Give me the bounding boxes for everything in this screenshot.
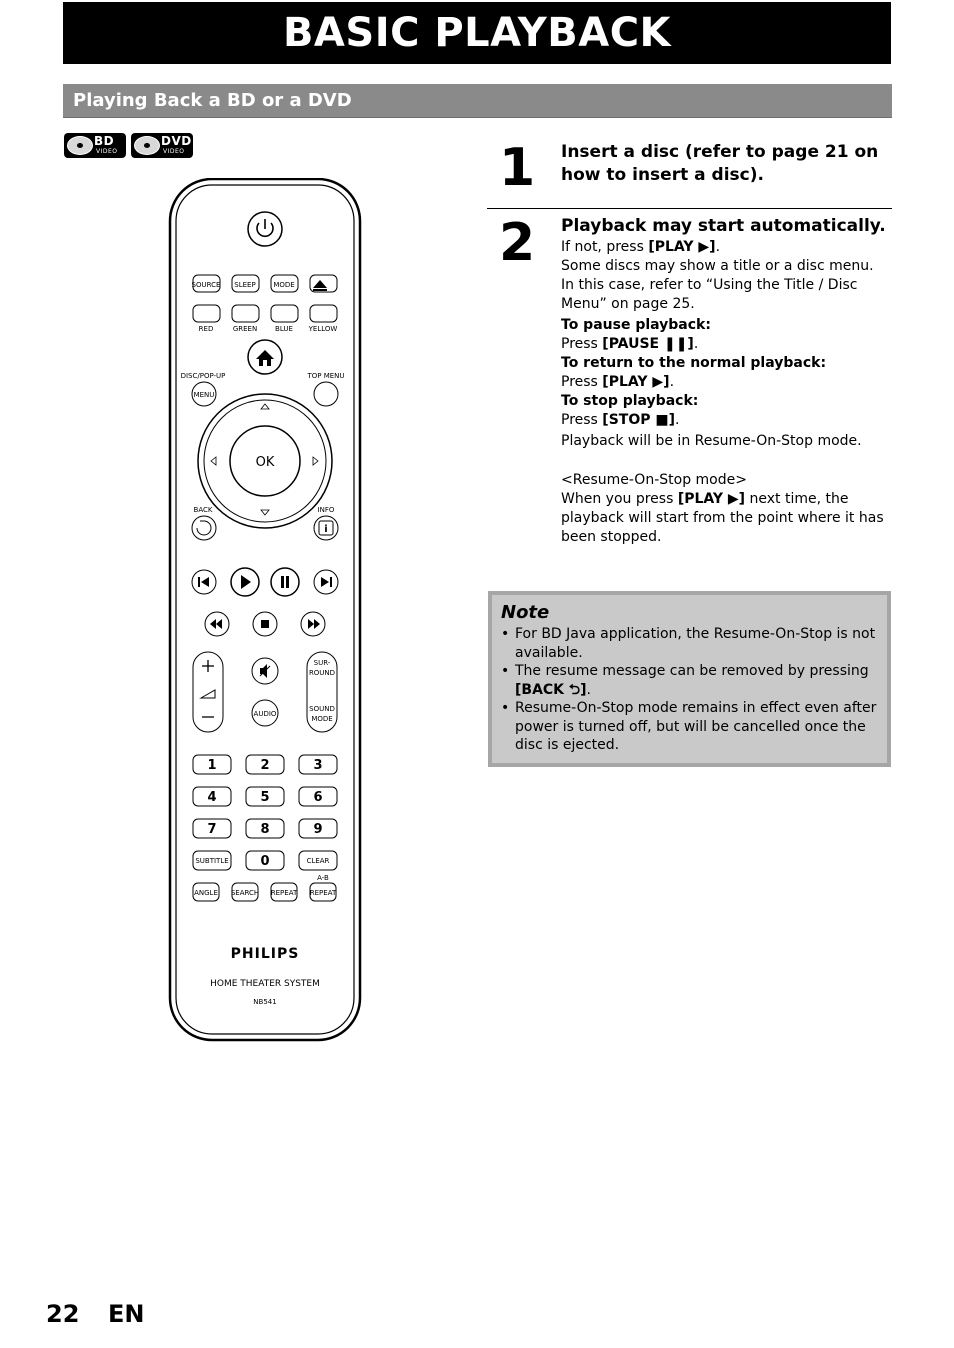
number-0: 0	[260, 854, 270, 869]
disc-popup-label: DISC/POP-UP	[180, 372, 226, 380]
step-number-1: 1	[499, 138, 536, 198]
return-heading: To return to the normal playback:	[561, 355, 827, 371]
model-label: NB541	[253, 998, 277, 1006]
number-8: 8	[260, 822, 270, 837]
play-key: [PLAY ▶]	[602, 374, 670, 390]
period: .	[675, 412, 680, 428]
sleep-button-label: SLEEP	[234, 281, 256, 289]
brand-logo: PHILIPS	[230, 946, 300, 962]
note-title: Note	[501, 602, 550, 623]
step-number-2: 2	[499, 213, 536, 273]
period: .	[693, 336, 699, 352]
if-not-prefix: If not, press	[561, 239, 649, 255]
ab-label: A-B	[317, 874, 329, 882]
badge-sub: VIDEO	[163, 148, 185, 155]
section-heading: Playing Back a BD or a DVD	[63, 84, 892, 118]
period: .	[669, 374, 675, 390]
surround-label-2: ROUND	[308, 669, 336, 677]
note-item: • For BD Java application, the Resume-On-Stop is not available.	[501, 625, 877, 662]
step-1-heading-line2: how to insert a disc).	[561, 165, 764, 185]
search-button-label: SEARCH	[230, 889, 260, 897]
yellow-label: YELLOW	[308, 325, 338, 333]
return-line	[561, 373, 886, 392]
pause-line	[561, 335, 886, 354]
note-item: • Resume-On-Stop mode remains in effect even after power is turned off, but will be cancelled once the disc is ejected.	[501, 699, 877, 755]
repeat-ab-button-label: REPEAT	[309, 889, 337, 897]
bd-video-badge	[64, 133, 126, 158]
disc-icon	[67, 136, 93, 155]
number-4: 4	[207, 790, 217, 805]
number-3: 3	[313, 758, 323, 773]
page-title: BASIC PLAYBACK	[63, 2, 891, 64]
back-key: [BACK ⮌]	[515, 681, 587, 698]
blue-label: BLUE	[275, 325, 293, 333]
play-key: [PLAY ▶]	[677, 491, 746, 507]
resume-line: Playback will be in Resume-On-Stop mode.	[561, 433, 862, 449]
when-suffix: next time, the playback will start from the point where it has been stopped.	[561, 491, 884, 545]
step-divider	[487, 208, 892, 209]
top-menu-label: TOP MENU	[307, 372, 345, 380]
number-9: 9	[313, 822, 323, 837]
play-key: [PLAY ▶]	[648, 239, 716, 255]
when-line	[561, 490, 886, 547]
red-label: RED	[198, 325, 214, 333]
pause-key: [PAUSE ❚❚]	[602, 336, 694, 352]
number-1: 1	[207, 758, 217, 773]
pause-heading: To pause playback:	[561, 317, 711, 333]
menu-button-label: MENU	[193, 391, 215, 399]
remote-control-illustration	[168, 178, 362, 1042]
number-7: 7	[207, 822, 217, 837]
number-5: 5	[260, 790, 270, 805]
note-item-text: The resume message can be removed by pressing	[515, 663, 869, 679]
note-item	[501, 662, 877, 699]
language-label: EN	[108, 1300, 145, 1328]
source-button-label: SOURCE	[191, 281, 221, 289]
back-label: BACK	[193, 506, 213, 514]
note-item-end: .	[586, 681, 591, 698]
system-label: HOME THEATER SYSTEM	[210, 979, 320, 989]
stop-line	[561, 411, 886, 430]
press-text: Press	[561, 374, 603, 390]
stop-key: [STOP ■]	[602, 412, 675, 428]
press-text: Press	[561, 336, 603, 352]
if-not-line	[561, 238, 886, 257]
mode-button-label: MODE	[273, 281, 295, 289]
menu-note: Some discs may show a title or a disc menu. In this case, refer to “Using the Title / Disc Menu” on page 25.	[561, 258, 874, 312]
step-1-heading-line1: Insert a disc (refer to page 21 on	[561, 142, 879, 162]
step-1-heading	[561, 141, 878, 187]
step-2-body	[561, 238, 886, 547]
surround-label-1: SUR-	[313, 659, 331, 667]
info-icon: i	[324, 524, 328, 535]
green-label: GREEN	[232, 325, 258, 333]
clear-button-label: CLEAR	[306, 857, 330, 865]
press-text: Press	[561, 412, 603, 428]
ok-button-label: OK	[255, 455, 275, 470]
info-label: INFO	[317, 506, 335, 514]
number-6: 6	[313, 790, 323, 805]
badge-sub: VIDEO	[96, 148, 118, 155]
resume-mode-heading: <Resume-On-Stop mode>	[561, 472, 747, 488]
badge-main: DVD	[161, 134, 192, 148]
step-2-heading: Playback may start automatically.	[561, 216, 886, 236]
page-number: 22	[46, 1300, 80, 1328]
dvd-video-badge	[131, 133, 193, 158]
if-not-suffix: .	[715, 239, 721, 255]
number-2: 2	[260, 758, 270, 773]
disc-icon	[134, 136, 160, 155]
sound-mode-label-2: MODE	[311, 715, 333, 723]
angle-button-label: ANGLE	[194, 889, 218, 897]
repeat-button-label: REPEAT	[270, 889, 298, 897]
note-box	[488, 591, 891, 767]
subtitle-button-label: SUBTITLE	[195, 857, 229, 865]
when-prefix: When you press	[561, 491, 678, 507]
stop-heading: To stop playback:	[561, 393, 699, 409]
sound-mode-label-1: SOUND	[309, 705, 335, 713]
badge-main: BD	[94, 134, 115, 148]
audio-button-label: AUDIO	[253, 710, 277, 718]
